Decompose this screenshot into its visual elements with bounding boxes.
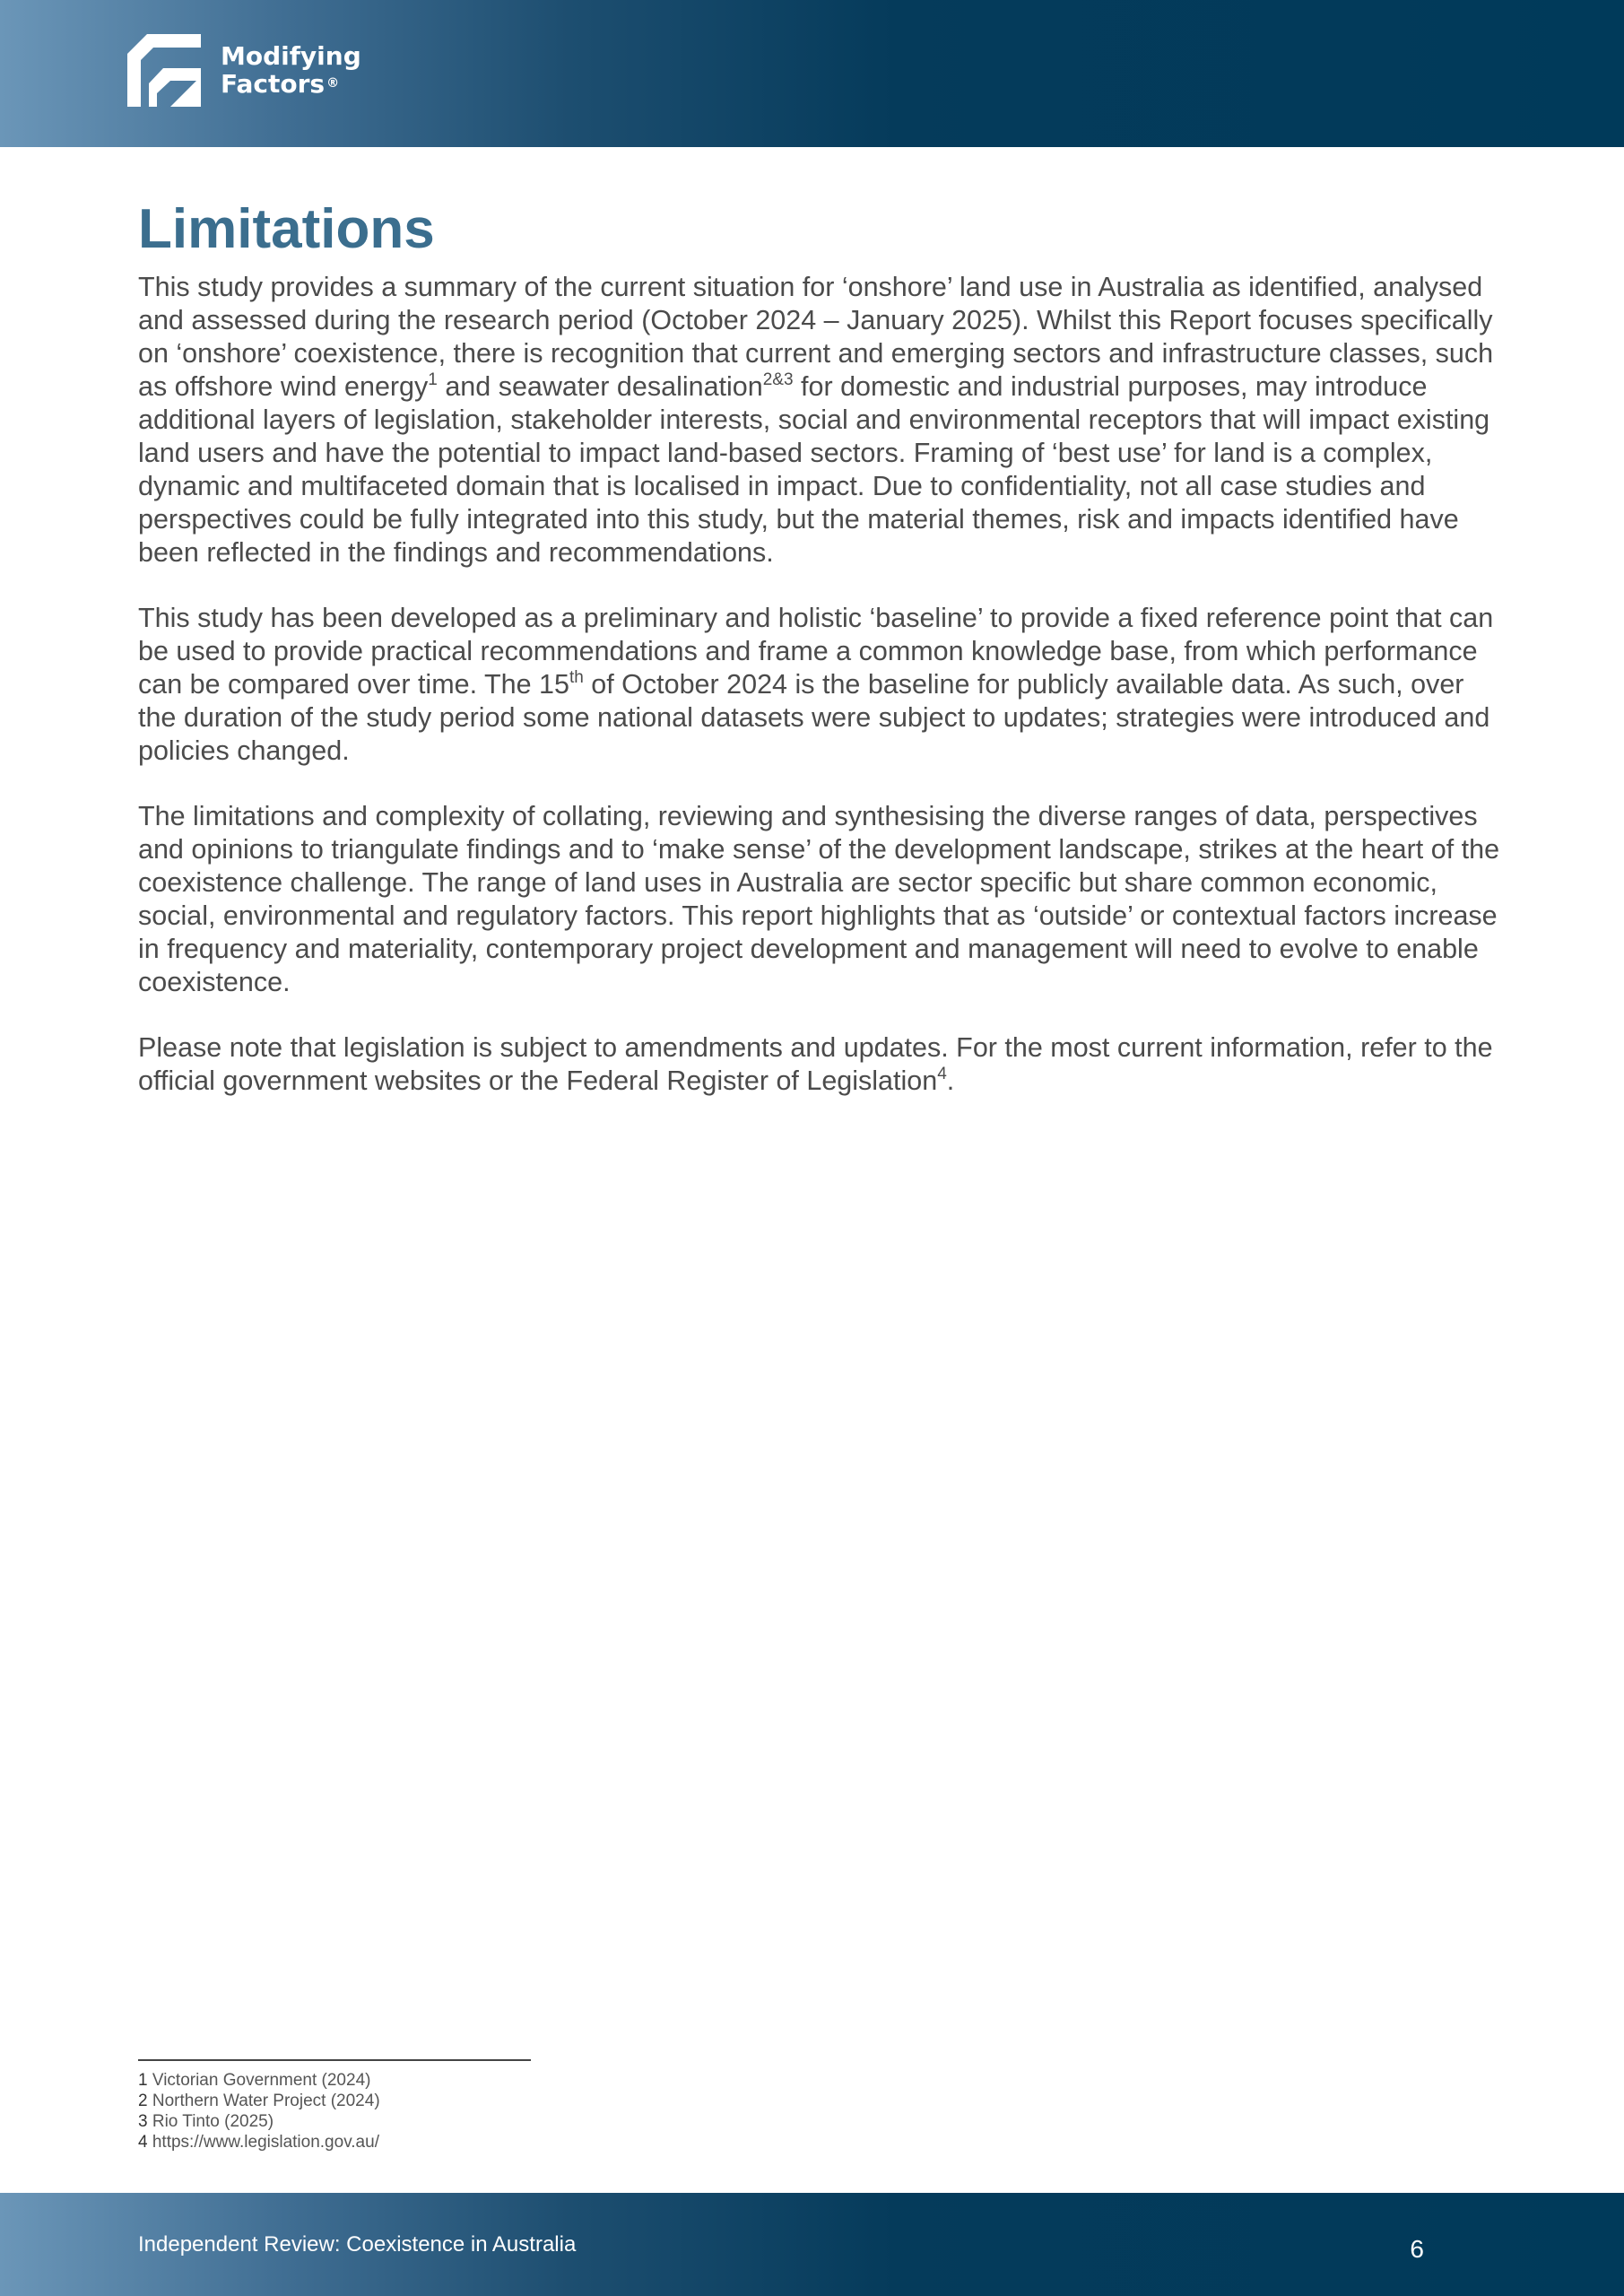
footnotes <box>138 2070 380 2152</box>
footnote-link[interactable]: https://www.legislation.gov.au/ <box>152 2133 379 2152</box>
modifying-factors-logo-icon <box>127 34 201 107</box>
page-title: Limitations <box>138 198 435 260</box>
footnote-item <box>138 2111 380 2132</box>
footnote-number: 3 <box>138 2112 148 2131</box>
footnote-ref: 2&3 <box>762 370 794 389</box>
footnote-ref: 4 <box>937 1065 947 1083</box>
footnote-item <box>138 2132 380 2152</box>
paragraph-baseline <box>138 602 1501 768</box>
footnote-number: 1 <box>138 2071 148 2090</box>
brand-name-line2: Factors <box>221 69 326 99</box>
page-number: 6 <box>1410 2235 1424 2263</box>
footnote-number: 2 <box>138 2092 148 2110</box>
paragraph-text: . <box>946 1065 955 1096</box>
main-content <box>138 194 1501 1130</box>
footnote-text: Rio Tinto (2025) <box>152 2112 274 2131</box>
brand-name <box>221 42 361 98</box>
paragraph-text: This study provides a summary of the current situation for ‘onshore’ land use in Australia as identified, analysed and assessed during the research period (October 2024 – January 2025). Whilst this Report focuses specifically on ‘onshore’ coexistence, there is recognition that current and emerging sectors and infrastructure classes, such as offshore wind energy <box>138 272 1494 402</box>
page-footer <box>0 2193 1624 2296</box>
paragraph-complexity: The limitations and complexity of collating, reviewing and synthesising the diverse ranges of data, perspectives and opinions to triangulate findings and to ‘make sense’ of the development landscape, strikes at the heart of the coexistence challenge. The range of land uses in Australia are sector specific but share common economic, social, environmental and regulatory factors. This report highlights that as ‘outside’ or contextual factors increase in frequency and materiality, contemporary project development and management will need to evolve to enable coexistence. <box>138 801 1500 997</box>
paragraph-scope <box>138 271 1501 570</box>
paragraph-text: This study has been developed as a preliminary and holistic ‘baseline’ to provide a fixed reference point that can be used to provide practical recommendations and frame a common knowledge base, from which performance can be compared over time. The 15 <box>138 603 1494 700</box>
paragraph-legislation-note <box>138 1031 1501 1098</box>
brand-name-line1: Modifying <box>221 41 361 71</box>
paragraph-text: for domestic and industrial purposes, may introduce additional layers of legislation, stakeholder interests, social and environmental receptors that will impact existing land users and have the potential to impact land-based sectors. Framing of ‘best use’ for land is a complex, dynamic and multifaceted domain that is localised in impact. Due to confidentiality, not all case studies and perspectives could be fully integrated into this study, but the material themes, risk and impacts identified have been reflected in the findings and recommendations. <box>138 371 1490 568</box>
paragraph-text: Please note that legislation is subject to amendments and updates. For the most current information, refer to the official government websites or the Federal Register of Legislation <box>138 1032 1493 1096</box>
paragraph-text: and seawater desalination <box>437 371 763 402</box>
brand-logo <box>127 34 360 109</box>
ordinal-suffix: th <box>569 668 584 687</box>
footnote-divider <box>138 2059 531 2061</box>
footnote-text: Victorian Government (2024) <box>152 2071 371 2090</box>
paragraph-text: of October 2024 is the baseline for publicly available data. As such, over the duration of the study period some national datasets were subject to updates; strategies were introduced and policies changed. <box>138 669 1490 766</box>
page-header <box>0 0 1624 147</box>
footnote-ref: 1 <box>428 370 438 389</box>
footnote-number: 4 <box>138 2133 148 2152</box>
footnote-text: Northern Water Project (2024) <box>152 2092 380 2110</box>
registered-mark: ® <box>326 76 340 91</box>
footnote-item <box>138 2091 380 2111</box>
footer-title: Independent Review: Coexistence in Australia <box>138 2232 577 2257</box>
footnote-item <box>138 2070 380 2091</box>
